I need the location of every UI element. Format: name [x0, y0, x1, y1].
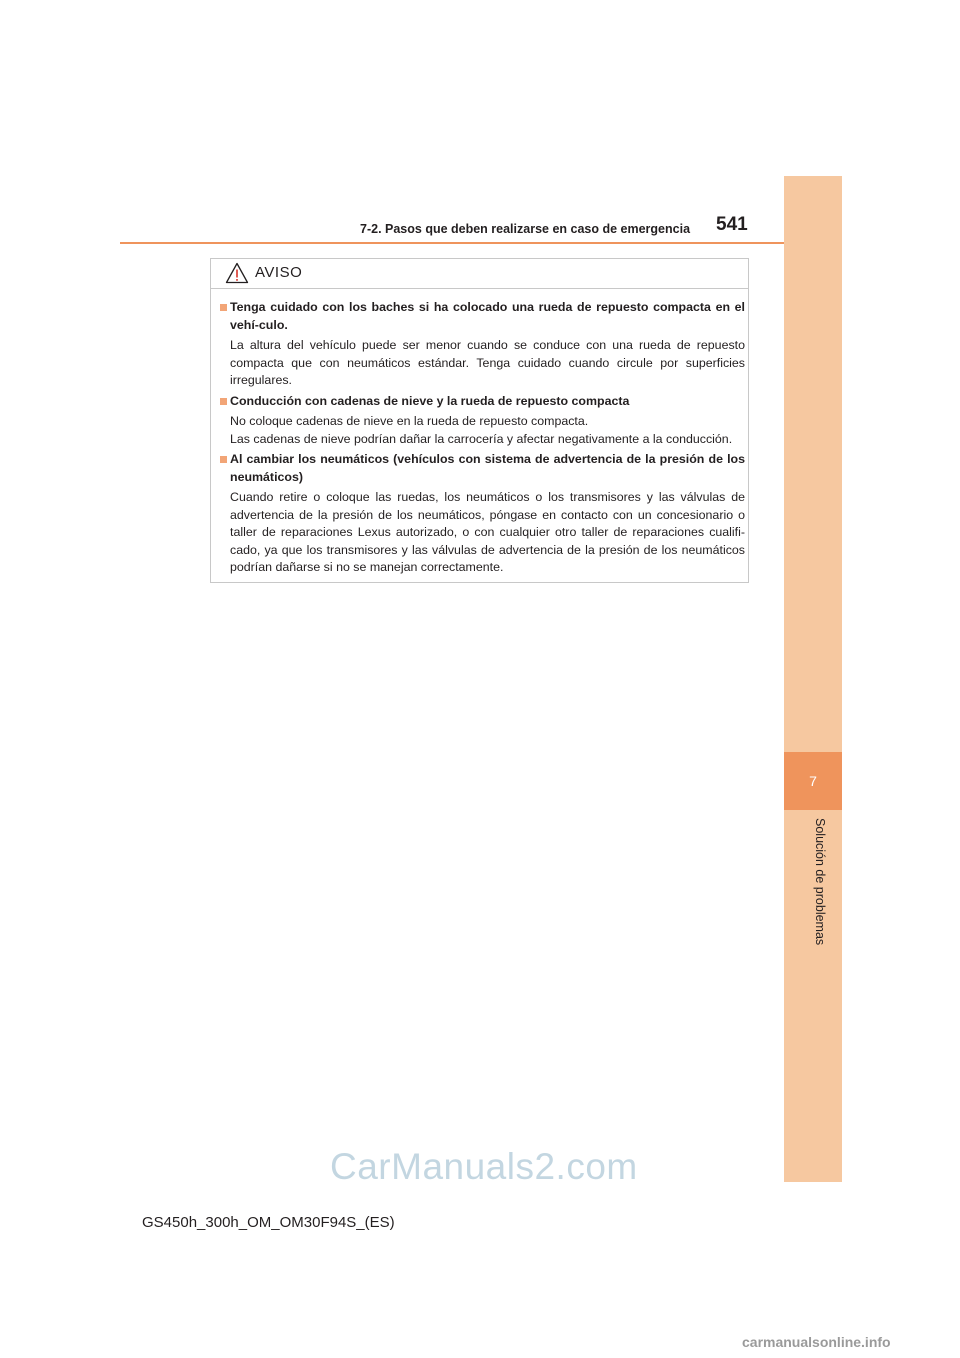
square-bullet-icon	[220, 398, 227, 405]
section-title: 7-2. Pasos que deben realizarse en caso de emergencia	[360, 222, 691, 236]
warning-item-body: Cuando retire o coloque las ruedas, los neumáticos o los transmisores y las válvulas de advertencia de la presión de los neumáticos, póngase en contacto con un concesionario o taller de reparaciones Lexus autorizado, o con cualquier otro taller de reparaciones cualifi-cado, ya que los transmisores y las válvulas de advertencia de la presión de los neumáticos podrían dañarse si no se manejan correctamente.	[230, 490, 745, 574]
warning-box	[210, 258, 749, 583]
header-divider	[120, 242, 784, 244]
chapter-side-strip	[784, 176, 842, 1182]
watermark: CarManuals2.com	[330, 1146, 638, 1187]
warning-title: AVISO	[255, 264, 303, 281]
square-bullet-icon	[220, 456, 227, 463]
warning-item-heading: Conducción con cadenas de nieve y la rueda de repuesto compacta	[220, 393, 745, 411]
chapter-title: Solución de problemas	[813, 818, 827, 946]
site-watermark: carmanualsonline.info	[742, 1334, 891, 1350]
chapter-number: 7	[809, 773, 817, 789]
warning-header	[211, 259, 748, 289]
warning-content	[220, 299, 745, 580]
warning-item-body	[220, 413, 745, 448]
body-line: Las cadenas de nieve podrían dañar la carrocería y afectar negativamente a la conducción.	[230, 431, 733, 446]
body-line: No coloque cadenas de nieve en la rueda de repuesto compacta.	[230, 414, 589, 428]
warning-item	[220, 393, 745, 449]
warning-triangle-icon	[225, 262, 249, 284]
chapter-tab[interactable]	[784, 752, 842, 810]
warning-item-body: La altura del vehículo puede ser menor cuando se conduce con una rueda de repuesto compacta que con neumáticos estándar. Tenga cuidado cuando circule por superficies irregulares.	[230, 338, 745, 387]
square-bullet-icon	[220, 304, 227, 311]
page-number: 541	[716, 214, 748, 235]
warning-item	[220, 451, 745, 577]
warning-item-heading: Tenga cuidado con los baches si ha colocado una rueda de repuesto compacta en el vehí-culo.	[220, 299, 745, 334]
document-code: GS450h_300h_OM_OM30F94S_(ES)	[142, 1214, 395, 1231]
warning-item-heading: Al cambiar los neumáticos (vehículos con sistema de advertencia de la presión de los neumáticos)	[220, 451, 745, 486]
warning-item	[220, 299, 745, 390]
